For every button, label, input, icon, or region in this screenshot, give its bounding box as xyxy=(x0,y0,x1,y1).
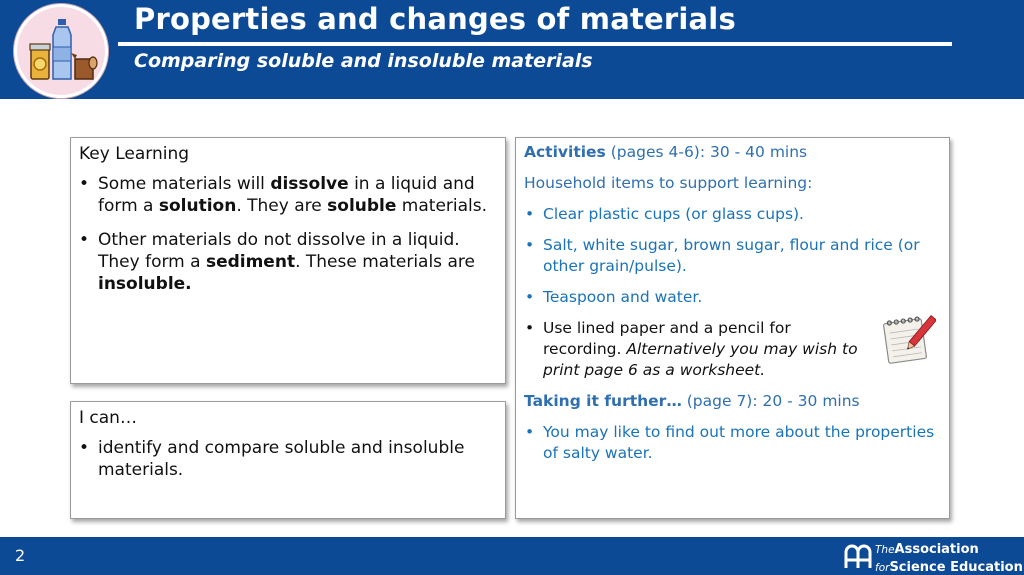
term-sediment: sediment xyxy=(205,252,296,272)
text-span: . They are xyxy=(236,196,328,216)
header-banner xyxy=(0,0,1024,99)
activities-line xyxy=(524,142,941,163)
text-span: in a liquid and form a xyxy=(98,174,475,216)
text-span: Other materials do not dissolve in a liquid. They form a xyxy=(98,230,460,272)
ase-science-education: Science Education xyxy=(889,560,1023,575)
household-item: • Teaspoon and water. xyxy=(524,287,941,308)
ase-logo-icon xyxy=(843,542,873,570)
notebook-pencil-icon xyxy=(882,313,936,365)
key-learning-item xyxy=(79,229,497,295)
term-soluble: soluble xyxy=(327,196,397,216)
i-can-item: • identify and compare soluble and insoluble materials. xyxy=(79,437,497,481)
activities-label: Activities xyxy=(524,143,606,161)
key-learning-panel xyxy=(70,137,506,384)
text-span: Some materials will xyxy=(98,174,271,194)
recording-alternative: Alternatively you may wish to print page 6 as a worksheet. xyxy=(543,340,858,379)
ase-the: The xyxy=(875,544,895,556)
materials-logo xyxy=(14,4,108,98)
further-item: • You may like to find out more about the properties of salty water. xyxy=(524,422,941,464)
term-solution: solution xyxy=(158,196,237,216)
page-subtitle: Comparing soluble and insoluble materials xyxy=(134,50,593,72)
further-list xyxy=(524,422,941,464)
key-learning-heading: Key Learning xyxy=(79,144,190,164)
recording-item xyxy=(524,318,941,381)
page-number: 2 xyxy=(15,546,26,565)
recording-text: Use lined paper and a pencil for recording. xyxy=(543,319,791,358)
term-insoluble: insoluble. xyxy=(98,274,192,294)
footer-banner xyxy=(0,537,1024,575)
ase-for: for xyxy=(875,562,890,574)
household-heading: Household items to support learning: xyxy=(524,174,813,192)
further-label: Taking it further… xyxy=(524,392,682,410)
key-learning-list xyxy=(79,173,497,295)
ase-association: Association xyxy=(894,542,979,557)
household-item: • Clear plastic cups (or glass cups). xyxy=(524,204,941,225)
household-item: • Salt, white sugar, brown sugar, flour and rice (or other grain/pulse). xyxy=(524,235,941,277)
term-dissolve: dissolve xyxy=(270,174,349,194)
further-detail: (page 7): 20 - 30 mins xyxy=(681,392,860,410)
title-divider xyxy=(118,42,952,46)
page-title: Properties and changes of materials xyxy=(134,2,736,36)
i-can-list xyxy=(79,437,497,481)
text-span: . These materials are xyxy=(295,252,475,272)
i-can-heading: I can… xyxy=(79,408,137,428)
further-line xyxy=(524,391,941,412)
materials-icon xyxy=(17,7,108,98)
activities-detail: (pages 4-6): 30 - 40 mins xyxy=(605,143,808,161)
household-items-list xyxy=(524,204,941,381)
text-span: materials. xyxy=(396,196,488,216)
i-can-panel xyxy=(70,401,506,519)
ase-wordmark xyxy=(875,540,1023,575)
key-learning-item xyxy=(79,173,497,217)
